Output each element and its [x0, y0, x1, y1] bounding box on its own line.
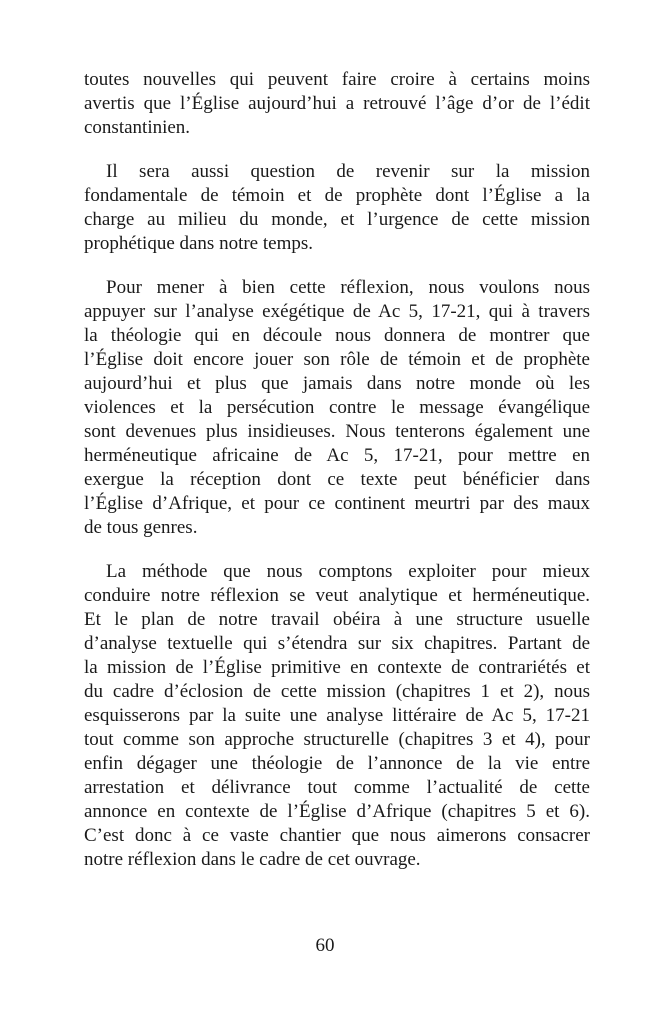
text-line: l’Église d’Afrique, et pour ce continent meurtri par des maux [84, 493, 590, 514]
text-line: notre réflexion dans le cadre de cet ouvrage. [84, 849, 421, 870]
text-line: d’analyse textuelle qui s’étendra sur six chapitres. Partant de [84, 633, 590, 654]
text-line: exergue la réception dont ce texte peut bénéficier dans [84, 469, 590, 490]
text-line: tout comme son approche structurelle (chapitres 3 et 4), pour [84, 729, 590, 750]
paragraph [84, 560, 590, 872]
text-line: La méthode que nous comptons exploiter pour mieux [106, 561, 590, 582]
text-line: herméneutique africaine de Ac 5, 17-21, pour mettre en [84, 445, 590, 466]
text-line: constantinien. [84, 117, 191, 138]
text-line: violences et la persécution contre le message évangélique [84, 397, 590, 418]
text-line: charge au milieu du monde, et l’urgence de cette mission [84, 209, 590, 230]
text-line: annonce en contexte de l’Église d’Afrique (chapitres 5 et 6). [84, 801, 590, 822]
text-line: appuyer sur l’analyse exégétique de Ac 5, 17-21, qui à travers [84, 301, 590, 322]
paragraph [84, 276, 590, 540]
text-line: prophétique dans notre temps. [84, 233, 314, 254]
paragraph [84, 160, 590, 256]
text-line: enfin dégager une théologie de l’annonce de la vie entre [84, 753, 590, 774]
text-line: avertis que l’Église aujourd’hui a retrouvé l’âge d’or de l’édit [84, 93, 590, 114]
text-line: arrestation et délivrance tout comme l’actualité de cette [84, 777, 590, 798]
text-line: la théologie qui en découle nous donnera de montrer que [84, 325, 590, 346]
text-line: Et le plan de notre travail obéira à une structure usuelle [84, 609, 590, 630]
text-line: toutes nouvelles qui peuvent faire croire à certains moins [84, 69, 590, 90]
text-line: fondamentale de témoin et de prophète dont l’Église a la [84, 185, 590, 206]
text-line: de tous genres. [84, 517, 198, 538]
page-number: 60 [315, 935, 335, 956]
text-line: du cadre d’éclosion de cette mission (chapitres 1 et 2), nous [84, 681, 590, 702]
text-line: Pour mener à bien cette réflexion, nous voulons nous [106, 277, 590, 298]
text-line: l’Église doit encore jouer son rôle de témoin et de prophète [84, 349, 590, 370]
text-line: conduire notre réflexion se veut analytique et herméneutique. [84, 585, 590, 606]
text-line: aujourd’hui et plus que jamais dans notre monde où les [84, 373, 590, 394]
text-line: la mission de l’Église primitive en contexte de contrariétés et [84, 657, 590, 678]
text-line: C’est donc à ce vaste chantier que nous aimerons consacrer [84, 825, 590, 846]
text-line: Il sera aussi question de revenir sur la mission [106, 161, 590, 182]
body-text [84, 68, 590, 892]
text-line: sont devenues plus insidieuses. Nous tenterons également une [84, 421, 590, 442]
text-line: esquisserons par la suite une analyse littéraire de Ac 5, 17-21 [84, 705, 590, 726]
paragraph [84, 68, 590, 140]
